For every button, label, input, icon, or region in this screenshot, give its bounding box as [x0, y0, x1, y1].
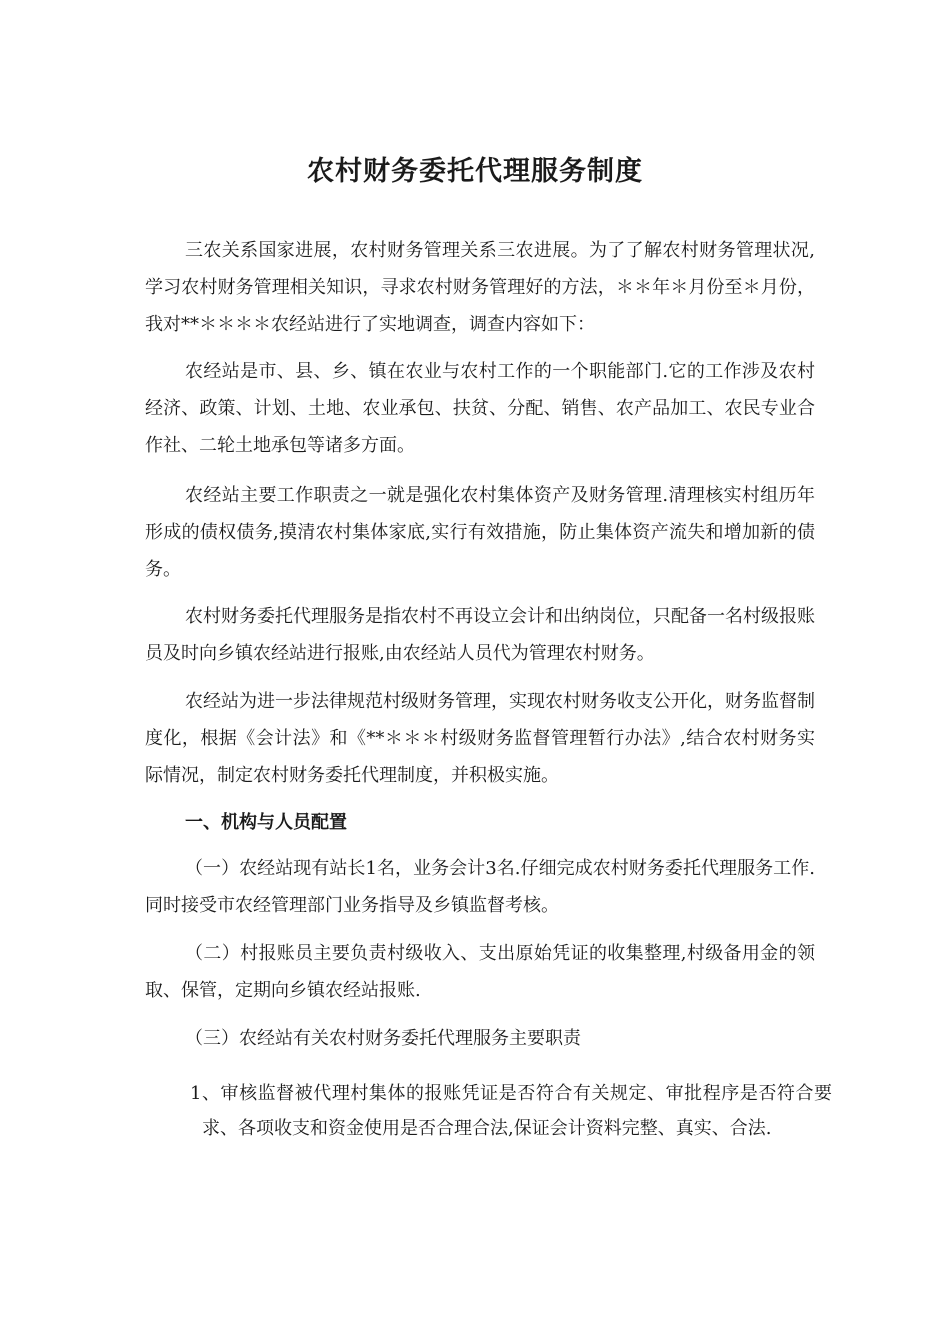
paragraph-station-duty: 农经站主要工作职责之一就是强化农村集体资产及财务管理.清理核实村组历年形成的债权债务,摸清农村集体家底,实行有效措施，防止集体资产流失和增加新的债务。	[145, 485, 815, 580]
paragraph-regulation-basis: 农经站为进一步法律规范村级财务管理，实现农村财务收支公开化，财务监督制度化，根据《会计法》和《**＊＊＊村级财务监督管理暂行办法》,结合农村财务实际情况，制定农村财务委托代理制度，并积极实施。	[145, 691, 815, 786]
section-heading: 一、机构与人员配置	[185, 812, 347, 833]
paragraph-station-role: 农经站是市、县、乡、镇在农业与农村工作的一个职能部门.它的工作涉及农村经济、政策、计划、土地、农业承包、扶贫、分配、销售、农产品加工、农民专业合作社、二轮土地承包等诸多方面。	[145, 361, 815, 456]
item-village-bookkeeper: （二）村报账员主要负责村级收入、支出原始凭证的收集整理,村级备用金的领取、保管，定期向乡镇农经站报账.	[145, 943, 815, 1001]
item-staffing: （一）农经站现有站长1名，业务会计3名.仔细完成农村财务委托代理服务工作.同时接受市农经管理部门业务指导及乡镇监督考核。	[145, 858, 815, 916]
paragraph-intro: 三农关系国家进展，农村财务管理关系三农进展。为了了解农村财务管理状况,学习农村财务管理相关知识，寻求农村财务管理好的方法，＊＊年＊月份至＊月份，我对**＊＊＊＊农经站进行了实地调查，调查内容如下：	[145, 240, 815, 335]
item-station-duties: （三）农经站有关农村财务委托代理服务主要职责	[185, 1028, 581, 1049]
paragraph-entrusted-service: 农村财务委托代理服务是指农村不再设立会计和出纳岗位，只配备一名村级报账员及时向乡镇农经站进行报账,由农经站人员代为管理农村财务。	[145, 606, 815, 664]
numbered-item-audit: 1、审核监督被代理村集体的报账凭证是否符合有关规定、审批程序是否符合要求、各项收支和资金使用是否合理合法,保证会计资料完整、真实、合法.	[190, 1083, 832, 1139]
document-title: 农村财务委托代理服务制度	[307, 156, 643, 187]
